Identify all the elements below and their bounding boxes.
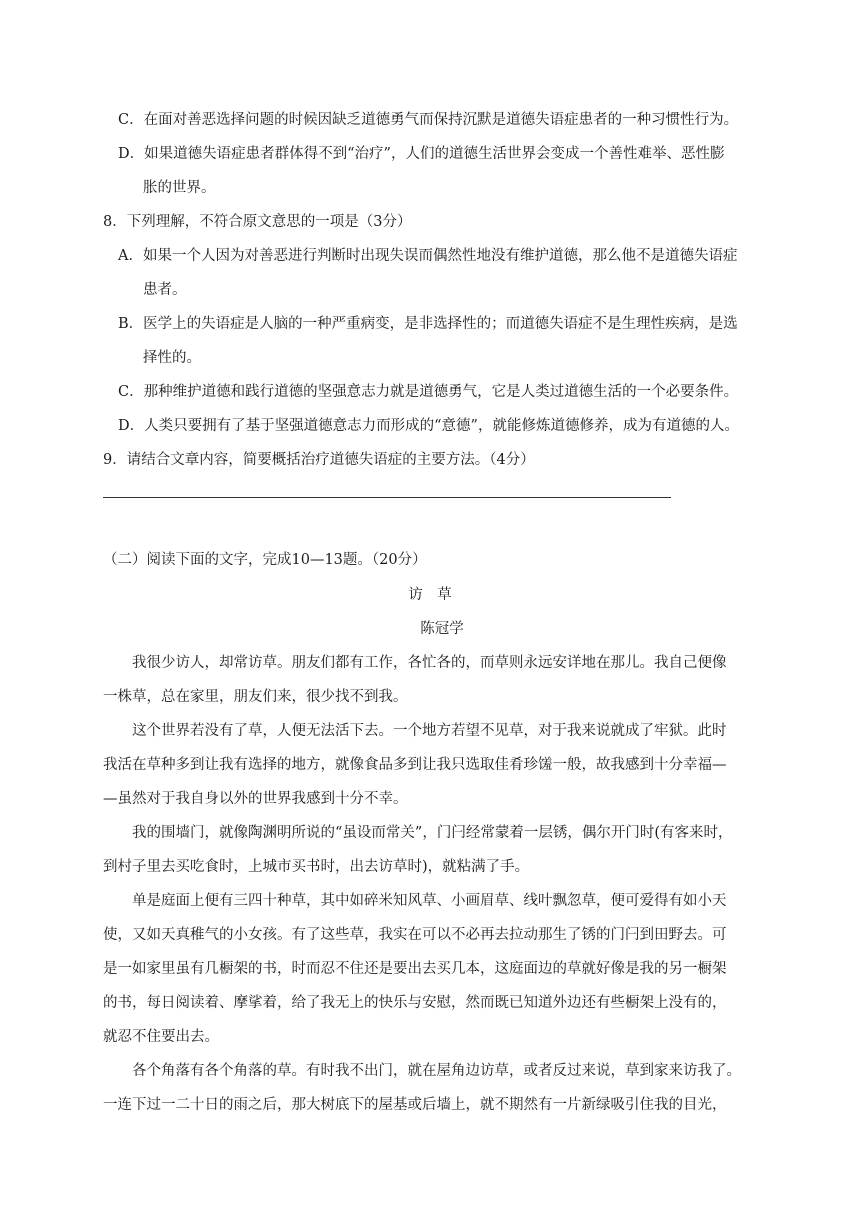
paragraph-line: 一株草，总在家里，朋友们来，很少找不到我。 xyxy=(103,689,408,705)
q7-option-d-continued: 胀的世界。 xyxy=(143,180,216,196)
paragraph-line: 是一如家里虽有几橱架的书，时而忍不住还是要出去买几本，这庭面边的草就好像是我的另一橱架 xyxy=(103,961,727,977)
article-title: 访 草 xyxy=(408,587,452,603)
article-author: 陈冠学 xyxy=(420,621,464,637)
q8-option-d: D．人类只要拥有了基于坚强道德意志力而形成的“意德”，就能修炼道德修养，成为有道德的人。 xyxy=(118,418,739,434)
q8-option-a-continued: 患者。 xyxy=(143,282,187,298)
q8-stem: 8．下列理解，不符合原文意思的一项是（3分） xyxy=(103,214,412,230)
q7-option-d: D．如果道德失语症患者群体得不到“治疗”，人们的道德生活世界会变成一个善性难举、恶性膨 xyxy=(118,146,725,162)
paragraph-line: 我很少访人，却常访草。朋友们都有工作，各忙各的，而草则永远安详地在那儿。我自己便像 xyxy=(132,655,727,671)
paragraph-line: 就忍不住要出去。 xyxy=(103,1029,219,1045)
q9-stem: 9．请结合文章内容，简要概括治疗道德失语症的主要方法。（4分） xyxy=(103,452,535,468)
paragraph-line: 单是庭面上便有三四十种草，其中如碎米知风草、小画眉草、线叶飘忽草，便可爱得有如小天 xyxy=(132,893,727,909)
paragraph-line: 一连下过一二十日的雨之后，那大树底下的屋基或后墙上，就不期然有一片新绿吸引住我的目光， xyxy=(103,1097,727,1113)
paragraph-line: 各个角落有各个角落的草。有时我不出门，就在屋角边访草，或者反过来说，草到家来访我了。 xyxy=(132,1063,741,1079)
q7-option-c: C．在面对善恶选择问题的时候因缺乏道德勇气而保持沉默是道德失语症患者的一种习惯性行为。 xyxy=(118,112,739,128)
paragraph-line: 这个世界若没有了草，人便无法活下去。一个地方若望不见草，对于我来说就成了牢狱。此时 xyxy=(132,723,727,739)
q8-option-c: C．那种维护道德和践行道德的坚强意志力就是道德勇气，它是人类过道德生活的一个必要条件。 xyxy=(118,384,739,400)
paragraph-line: 的书，每日阅读着、摩挲着，给了我无上的快乐与安慰，然而既已知道外边还有些橱架上没有的， xyxy=(103,995,727,1011)
q8-option-b: B．医学上的失语症是人脑的一种严重病变，是非选择性的；而道德失语症不是生理性疾病，是选 xyxy=(118,316,738,332)
q8-option-a: A．如果一个人因为对善恶进行判断时出现失误而偶然性地没有维护道德，那么他不是道德失语症 xyxy=(118,248,738,264)
section2-heading: （二）阅读下面的文字，完成10—13题。（20分） xyxy=(103,552,427,568)
paragraph-line: 我的围墙门，就像陶渊明所说的“虽设而常关”，门闩经常蒙着一层锈，偶尔开门时(有客来时， xyxy=(132,825,733,841)
paragraph-line: 使，又如天真稚气的小女孩。有了这些草，我实在可以不必再去拉动那生了锈的门闩到田野去。可 xyxy=(103,927,727,943)
q8-option-b-continued: 择性的。 xyxy=(143,350,201,366)
paragraph-line: 我活在草种多到让我有选择的地方，就像食品多到让我只选取佳肴珍馐一般，故我感到十分幸福— xyxy=(103,757,727,773)
answer-line[interactable] xyxy=(103,497,671,498)
paragraph-line: —虽然对于我自身以外的世界我感到十分不幸。 xyxy=(103,791,408,807)
paragraph-line: 到村子里去买吃食时，上城市买书时，出去访草时)，就粘满了手。 xyxy=(103,859,530,875)
